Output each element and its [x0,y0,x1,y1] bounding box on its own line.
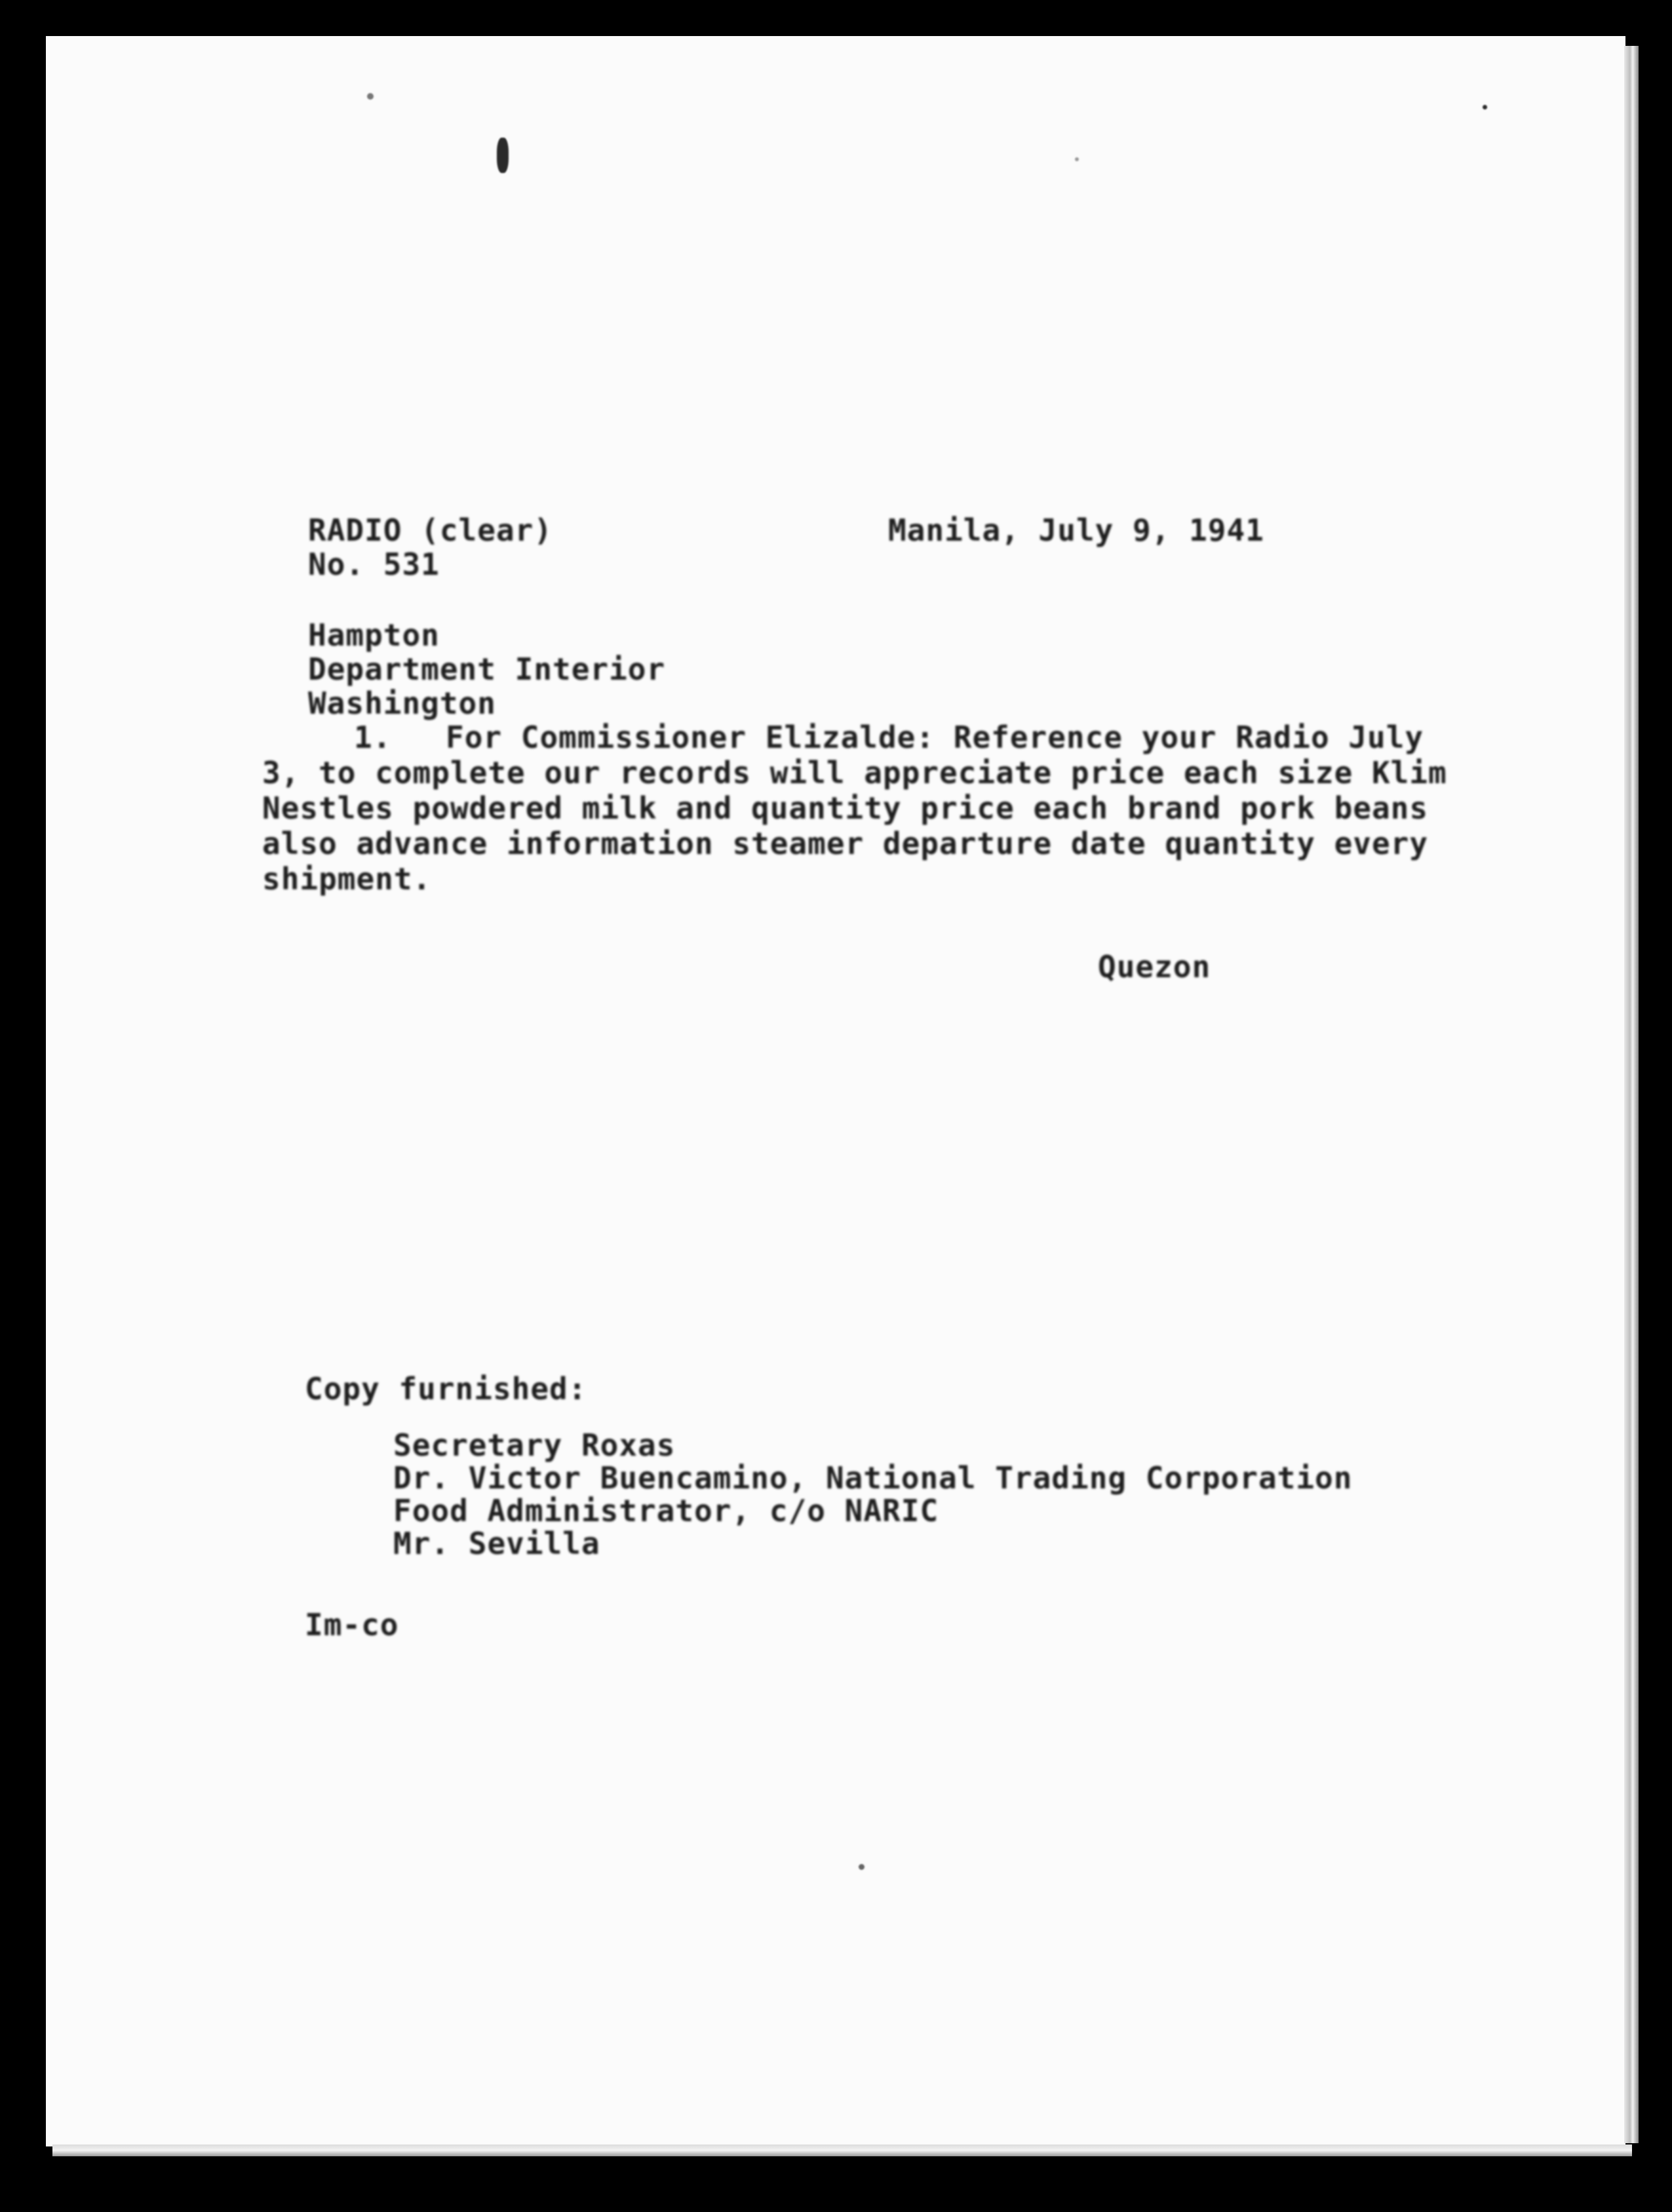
place-date: Manila, July 9, 1941 [888,513,1264,548]
message-text: For Commissioner Elizalde: Reference your Radio July 3, to complete our records will appreciate price each size Klim Nestles powdered milk and quantity price each brand pork beans also advance information steamer departure date quantity every shipment. [262,720,1447,897]
scan-speck [859,1864,865,1870]
scan-speck [1483,105,1487,109]
addressee-city: Washington [308,686,496,721]
copy-furnished-label: Copy furnished: [305,1371,587,1407]
copy-recipients-list [393,1429,1352,1560]
scan-speck [367,93,374,100]
signature: Quezon [1098,949,1211,984]
paragraph-number: 1. [354,720,392,755]
radio-number: No. 531 [308,547,440,582]
copy-recipient: Mr. Sevilla [393,1526,600,1561]
scan-speck [1075,157,1079,161]
copy-recipient: Food Administrator, c/o NARIC [393,1493,939,1528]
scan-speck [497,138,509,173]
typist-initials: Im-co [305,1607,399,1642]
message-paragraph [262,720,1448,897]
page-stack-bottom-edge [52,2144,1632,2156]
copy-recipient: Secretary Roxas [393,1427,676,1463]
page-stack-right-edge [1624,46,1639,2143]
addressee-department: Department Interior [308,651,666,687]
document-page [46,36,1625,2146]
addressee-name: Hampton [308,617,440,653]
copy-recipient: Dr. Victor Buencamino, National Trading Corporation [393,1460,1353,1496]
transmission-type: RADIO (clear) [308,513,553,548]
